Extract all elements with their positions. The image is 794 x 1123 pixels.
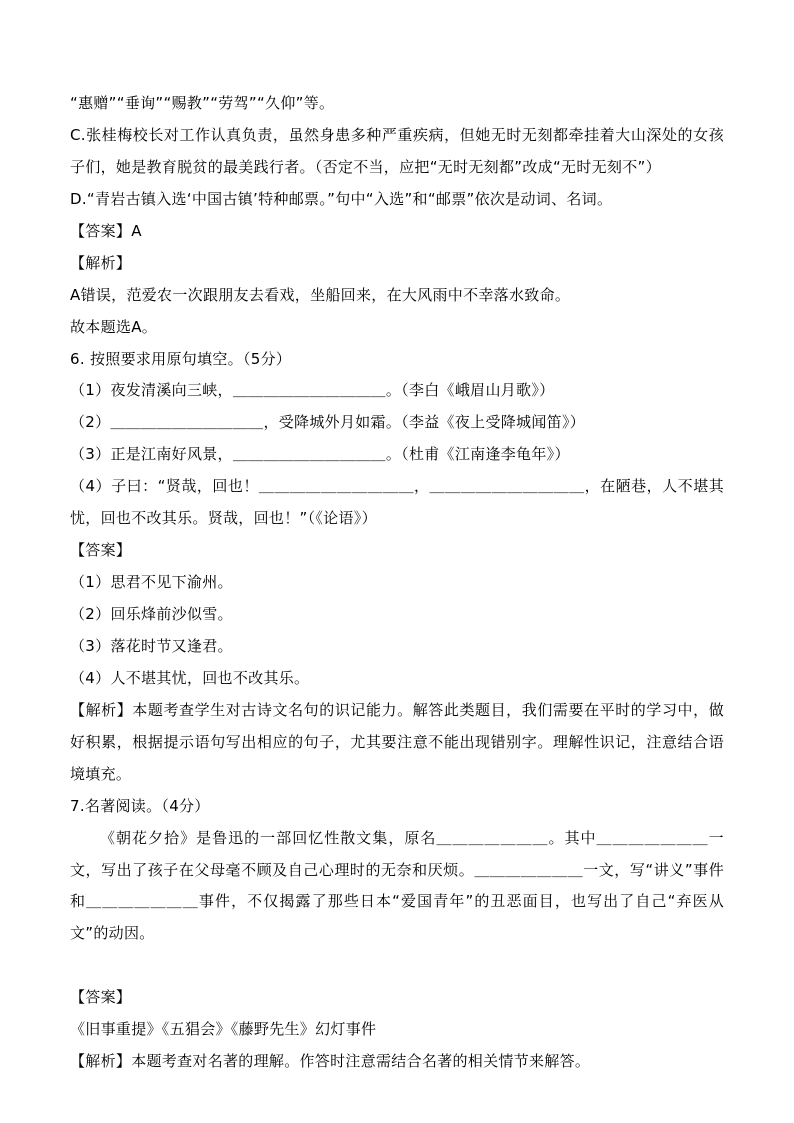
blank-line-spacer [70, 950, 724, 982]
question-7-body: 《朝花夕拾》是鲁迅的一部回忆性散文集，原名＿＿＿＿＿＿＿。其中＿＿＿＿＿＿＿一文，写出了孩子在父母毫不顾及自己心理时的无奈和厌烦。＿＿＿＿＿＿＿一文，写“讲义”事件和＿＿＿＿＿＿＿事件，不仅揭露了那些日本“爱国青年”的丑恶面目，也写出了自己“弃医从文”的动因。 [70, 828, 724, 943]
answer-q6-item-2: （2）回乐烽前沙似雪。 [70, 605, 233, 623]
analysis-q7: 【解析】本题考查对名著的理解。作答时注意需结合名著的相关情节来解答。 [70, 1052, 591, 1071]
text-option-b-continuation: “惠赠”“垂询”“赐教”“劳驾”“久仰”等。 [70, 94, 335, 112]
answer-q6-item-3: （3）落花时节又逢君。 [70, 636, 233, 655]
text-option-d: D.“青岩古镇入选‘中国古镇’特种邮票。”句中“入选”和“邮票”依次是动词、名词。 [70, 189, 613, 208]
question-7-title: 7.名著阅读。（4分） [70, 796, 210, 815]
analysis-q5-line1: A错误，范爱农一次跟朋友去看戏，坐船回来，在大风雨中不幸落水致命。 [70, 285, 571, 304]
text-option-c: C.张桂梅校长对工作认真负责，虽然身患多种严重疾病，但她无时无刻都牵挂着大山深处的女孩子们，她是教育脱贫的最美践行者。（否定不当，应把“无时无刻都”改成“无时无刻不”） [70, 125, 724, 176]
question-6-title: 6. 按照要求用原句填空。（5分） [70, 349, 292, 368]
analysis-label-q5: 【解析】 [70, 253, 132, 272]
question-6-item-3: （3）正是江南好风景，＿＿＿＿＿＿＿＿＿＿。（杜甫《江南逢李龟年》） [70, 445, 570, 464]
question-6-item-4: （4）子曰：“贤哉，回也！＿＿＿＿＿＿＿＿＿＿，＿＿＿＿＿＿＿＿＿＿，在陋巷，人不堪其忧，回也不改其乐。贤哉，回也！”（《论语》） [70, 477, 724, 528]
answer-label-q6: 【答案】 [70, 541, 132, 560]
answer-q6-item-4: （4）人不堪其忧，回也不改其乐。 [70, 668, 310, 687]
analysis-q6: 【解析】本题考查学生对古诗文名句的识记能力。解答此类题目，我们需要在平时的学习中，做好积累，根据提示语句写出相应的句子，尤其要注意不能出现错别字。理解性识记，注意结合语境填充。 [70, 700, 724, 783]
question-6-item-1: （1）夜发清溪向三峡，＿＿＿＿＿＿＿＿＿＿。（李白《峨眉山月歌》） [70, 381, 555, 400]
question-6-item-2: （2）＿＿＿＿＿＿＿＿＿＿，受降城外月如霜。（李益《夜上受降城闻笛》） [70, 413, 586, 432]
answer-label-q7: 【答案】 [70, 988, 132, 1007]
answer-q7: 《旧事重提》《五猖会》《藤野先生》幻灯事件 [70, 1020, 377, 1039]
analysis-q5-line2: 故本题选A。 [70, 317, 158, 336]
answer-label-q5: 【答案】A [70, 221, 142, 240]
answer-q6-item-1: （1）思君不见下渝州。 [70, 573, 233, 592]
